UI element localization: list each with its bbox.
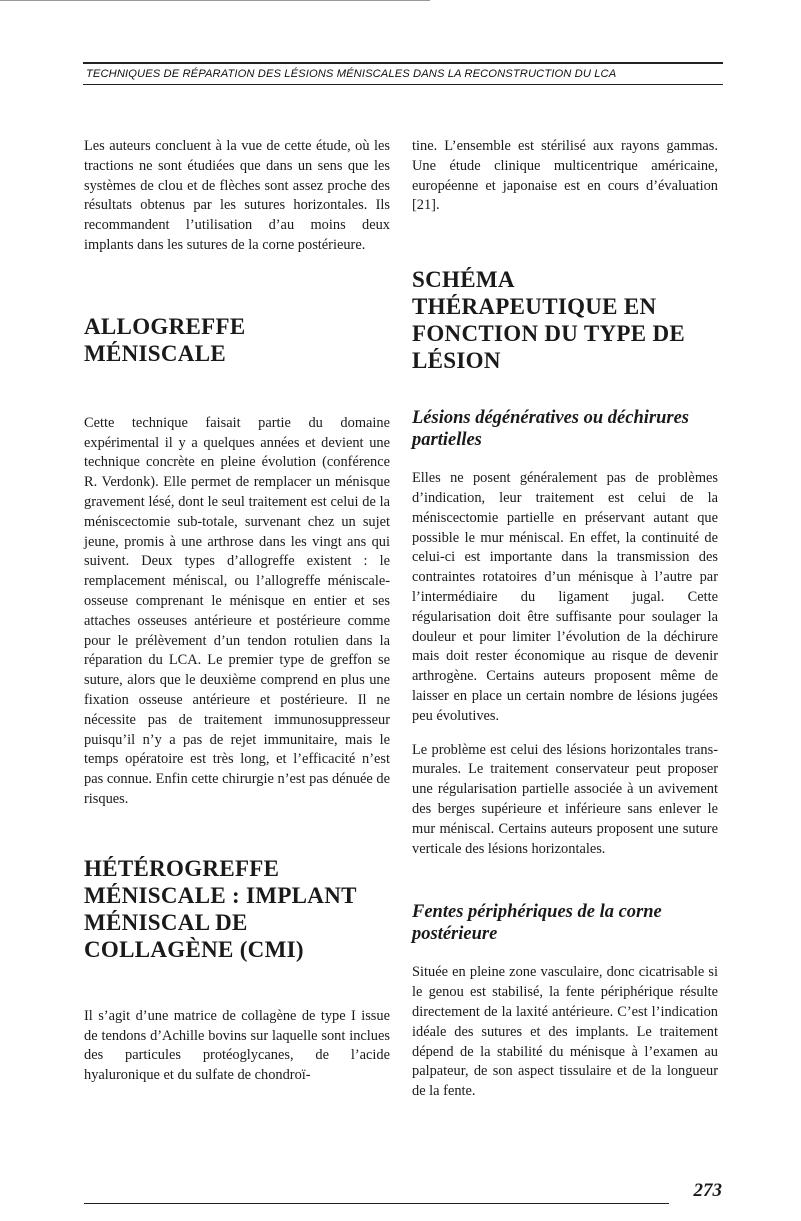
- top-edge-rule: [0, 0, 430, 1]
- degeneratives-subheading: Lésions dégénératives ou déchirures partielles: [412, 408, 689, 451]
- right-column: [412, 137, 718, 1102]
- fentes-subheading: Fentes périphériques de la corne postérieure: [412, 902, 662, 945]
- page-number: 273: [693, 1180, 722, 1201]
- allogreffe-heading: ALLOGREFFE MÉNISCALE: [84, 313, 246, 366]
- continuation-paragraph: tine. L’ensemble est stérilisé aux rayons gammas. Une étude clinique multicentrique américaine, européenne et japonaise est en cours d’évaluation [21].: [412, 138, 718, 214]
- header-rule-top: [83, 62, 723, 64]
- fentes-paragraph: Située en pleine zone vasculaire, donc cicatrisable si le genou est stabilisé, la fente périphérique résulte directement de la laxité antérieure. C’est l’indication idéale des sutures et des implants. Le traitement dépend de la stabilité du ménisque à l’examen au palpateur, de son aspect tissulaire et de la longueur de la fente.: [412, 964, 718, 1100]
- running-header: [83, 62, 723, 85]
- degeneratives-paragraph-2: Le problème est celui des lésions horizontales trans-murales. Le traitement conservateur peut proposer une régularisation partielle associée à un avivement des berges supérieure et inférieure sans enlever le mur méniscal. Certains auteurs proposent une suture verticale des lésions horizontales.: [412, 741, 718, 857]
- running-header-title: TECHNIQUES DE RÉPARATION DES LÉSIONS MÉNISCALES DANS LA RECONSTRUCTION DU LCA: [86, 68, 617, 80]
- allogreffe-paragraph: Cette technique faisait partie du domaine expérimental il y a quelques années et devient une technique concrète en pleine évolution (conférence R. Verdonk). Elle permet de remplacer un ménisque gravement lésé, dont le seul traitement est celui de la méniscectomie sub-totale, survenant chez un sujet jeune, promis à une arthrose dans les vingt ans qui suivent. Deux types d’allogreffe existent : le remplacement méniscal, ou l’allogreffe méniscale-osseuse comprenant le ménisque en entier et ses attaches osseuses antérieure et postérieure comme pour le prélèvement d’un tendon rotulien dans la réparation du LCA. Le premier type de greffon se suture, alors que le deuxième comprend en plus une fixation osseuse antérieure et postérieure. Il ne nécessite pas de traitement immunosuppresseur puisqu’il n’y a pas de rejet immunitaire, mais le temps opératoire est très long, et l’efficacité n’est pas connue. Enfin cette chirurgie n’est pas dénuée de risques.: [84, 414, 390, 807]
- schema-heading: SCHÉMA THÉRAPEUTIQUE EN FONCTION DU TYPE DE LÉSION: [412, 267, 685, 374]
- intro-paragraph: Les auteurs concluent à la vue de cette étude, où les tractions ne sont étudiées que dans un sens que les systèmes de clou et de flèches sont assez proche des résultats obtenus par les sutures horizontales. Ils recommandent l’utilisation d’au moins deux implants dans les sutures de la corne postérieure.: [84, 138, 390, 253]
- header-rule-bottom: [83, 84, 723, 85]
- footer-rule: [84, 1203, 669, 1204]
- heterogreffe-paragraph: Il s’agit d’une matrice de collagène de type I issue de tendons d’Achille bovins sur laquelle sont inclues des particules protéoglycanes, de l’acide hyaluronique et du sulfate de chondroï-: [84, 1007, 390, 1084]
- left-column: [84, 137, 390, 1086]
- heterogreffe-heading: HÉTÉROGREFFE MÉNISCALE : IMPLANT MÉNISCAL DE COLLAGÈNE (CMI): [84, 855, 357, 962]
- degeneratives-paragraph-1: Elles ne posent généralement pas de problèmes d’indication, leur traitement est celui de la méniscectomie partielle en préservant autant que possible le mur méniscal. En effet, la continuité de celui-ci est importante dans la transmission des contraintes rotatoires d’un ménisque à l’autre par l’intermédiaire du ligament jugal. Cette régularisation doit être suffisante pour soulager la douleur et pour limiter l’évolution de la déchirure mais doit rester économique au risque de devenir arthrogène. Certains auteurs proposent même de laisser en place un certain nombre de lésions jugées peu évolutives.: [412, 470, 718, 724]
